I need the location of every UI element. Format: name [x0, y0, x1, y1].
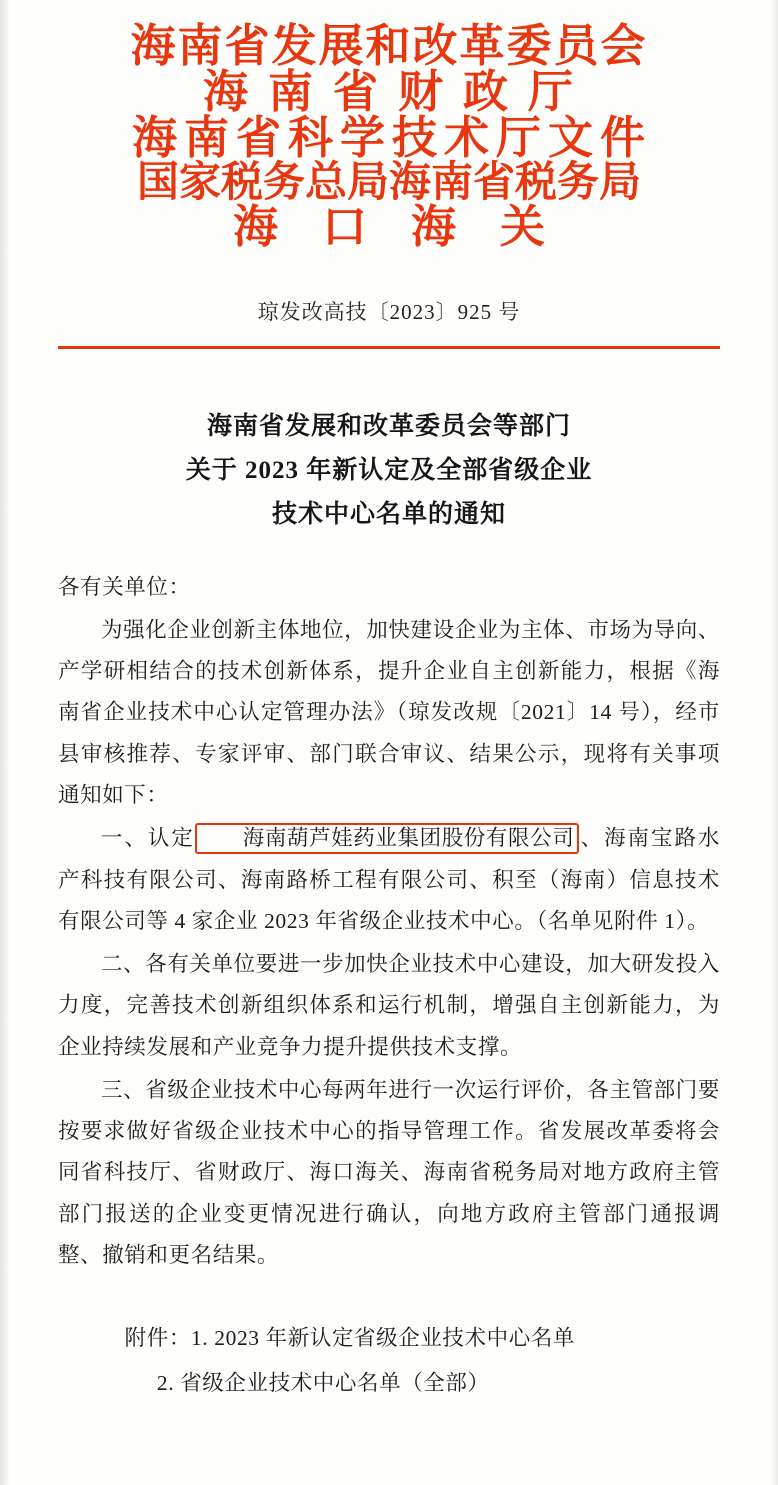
- masthead-line-5: 海口海关: [232, 201, 589, 252]
- red-divider-rule: [58, 346, 720, 349]
- paragraph-item-3: 三、省级企业技术中心每两年进行一次运行评价，各主管部门要按要求做好省级企业技术中心的指导管理工作。省发展改革委将会同省科技厅、省财政厅、海口海关、海南省税务局对地方政府主管部门报送的企业变更情况进行确认，向地方政府主管部门通报调整、撤销和更名结果。: [58, 1077, 720, 1267]
- item-1-suffix: 、海南宝路水产科技有限公司、海南路桥工程有限公司、积至（海南）信息技术有限公司等 4 家企业 2023 年省级企业技术中心。（名单见附件 1）。: [58, 826, 720, 933]
- document-body: [58, 567, 720, 1277]
- item-1-prefix: 一、认定: [101, 826, 195, 851]
- page-right-shadow: [770, 0, 778, 1485]
- masthead-line-1: 海南省发展和改革委员会: [130, 21, 648, 71]
- page-left-shadow: [0, 0, 10, 1485]
- masthead-line-2: 海南省财政厅: [202, 66, 593, 117]
- attachment-row-2: [58, 1361, 720, 1406]
- title-line-2: 关于 2023 年新认定及全部省级企业: [185, 457, 593, 485]
- salutation: 各有关单位：: [58, 574, 191, 599]
- title-line-3: 技术中心名单的通知: [271, 500, 506, 528]
- masthead: [58, 0, 720, 250]
- masthead-line-4: 国家税务总局海南省税务局: [136, 159, 641, 206]
- attachment-item-1: 1. 2023 年新认定省级企业技术中心名单: [190, 1326, 576, 1351]
- paragraph-item-1: [58, 818, 720, 942]
- highlighted-company-name: 海南葫芦娃药业集团股份有限公司: [195, 823, 580, 854]
- attachment-label: 附件：: [124, 1326, 191, 1351]
- attachment-row-1: [58, 1316, 720, 1361]
- attachment-item-2: 2. 省级企业技术中心名单（全部）: [156, 1371, 490, 1396]
- paragraph-intro: 为强化企业创新主体地位，加快建设企业为主体、市场为导向、产学研相结合的技术创新体系，提升企业自主创新能力，根据《海南省企业技术中心认定管理办法》（琼发改规〔2021〕14 号），经市县审核推荐、专家评审、部门联合审议、结果公示，现将有关事项通知如下：: [58, 617, 720, 807]
- page-title: [58, 405, 720, 536]
- masthead-line-3: 海南省科学技术厅文件: [131, 112, 652, 163]
- title-line-1: 海南省发展和改革委员会等部门: [206, 413, 571, 441]
- paragraph-item-2: 二、各有关单位要进一步加快企业技术中心建设，加大研发投入力度，完善技术创新组织体系和运行机制，增强自主创新能力，为企业持续发展和产业竞争力提升提供技术支撑。: [58, 952, 720, 1059]
- attachment-list: [58, 1316, 720, 1406]
- document-number: 琼发改高技〔2023〕925 号: [257, 300, 521, 325]
